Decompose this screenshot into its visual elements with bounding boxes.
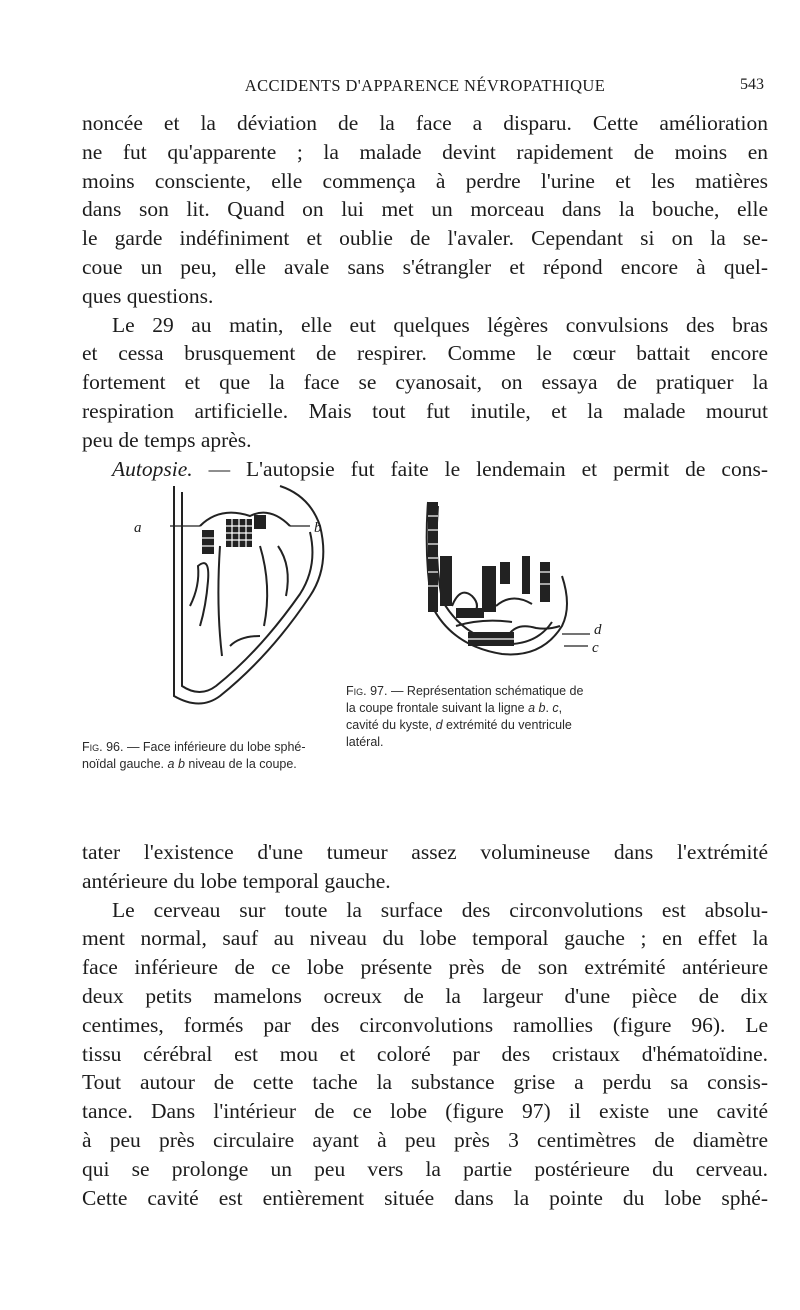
text-line: tissu cérébral est mou et coloré par des cristaux d'hématoïdine. (82, 1041, 768, 1066)
page-number: 543 (740, 76, 764, 93)
text-line: et cessa brusquement de respirer. Comme le cœur battait encore (82, 341, 768, 366)
figure-96-label-a: a (134, 520, 142, 536)
text-line: ment normal, sauf au niveau du lobe temporal gauche ; en effet la (82, 926, 768, 951)
autopsie-line (82, 455, 768, 484)
text-line: dans son lit. Quand on lui met un morceau dans la bouche, elle (82, 197, 768, 222)
text-line: deux petits mamelons ocreux de la largeur d'une pièce de dix (82, 983, 768, 1008)
body-text-top (82, 109, 768, 483)
text-line: le garde indéfiniment et oublie de l'avaler. Cependant si on la se- (82, 226, 768, 251)
figure-96 (134, 486, 340, 731)
caption-letter: b (538, 701, 546, 715)
figure-97 (412, 496, 682, 656)
caption-letter: a (528, 701, 536, 715)
caption-letter: c (552, 701, 559, 715)
text-line: ne fut qu'apparente ; la malade devint rapidement de moins en (82, 139, 768, 164)
caption-letter: d (435, 718, 443, 732)
text-line: Le 29 au matin, elle eut quelques légères convulsions des bras (112, 312, 768, 337)
running-header (82, 74, 768, 98)
caption-letter: b (177, 757, 185, 771)
caption-text: — Face inférieure du lobe sphé- (123, 740, 306, 754)
text-line: à peu près circulaire ayant à peu près 3 centimètres de diamètre (82, 1127, 768, 1152)
figure-97-caption (346, 683, 676, 751)
text-line: tance. Dans l'intérieur de ce lobe (figure 97) il existe une cavité (82, 1099, 768, 1124)
text-line: Cette cavité est entièrement située dans la pointe du lobe sphé- (82, 1185, 768, 1210)
caption-text: extrémité du ventricule (442, 718, 572, 732)
figure-97-label-c: c (592, 640, 599, 656)
figure-96-drawing (160, 486, 340, 731)
text-line: centimes, formés par des circonvolutions ramollies (figure 96). Le (82, 1012, 768, 1037)
figure-97-drawing (412, 496, 682, 656)
text-line: noncée et la déviation de la face a disparu. Cette amélioration (82, 111, 768, 135)
text-line: moins consciente, elle commença à perdre l'urine et les matières (82, 168, 768, 193)
caption-text: cavité du kyste, (346, 718, 436, 732)
text-line: tater l'existence d'une tumeur assez volumineuse dans l'extrémité (82, 840, 768, 864)
text-line: antérieure du lobe temporal gauche. (82, 868, 391, 893)
caption-text: niveau de la coupe. (184, 757, 297, 771)
caption-text: — Représentation schématique de (387, 684, 584, 698)
text-line: fortement et que la face se cyanosait, on essaya de pratiquer la (82, 370, 768, 395)
autopsie-text: — L'autopsie fut faite le lendemain et permit de cons- (192, 456, 768, 481)
caption-text: . (545, 701, 553, 715)
caption-text: la coupe frontale suivant la ligne (346, 701, 529, 715)
text-line: Tout autour de cette tache la substance grise a perdu sa consis- (82, 1070, 768, 1095)
text-line: respiration artificielle. Mais tout fut inutile, et la malade mourut (82, 398, 768, 423)
figure-97-caption-label: Fig. 97. (346, 684, 388, 698)
figure-97-label-d: d (594, 622, 602, 638)
running-head-title: ACCIDENTS D'APPARENCE NÉVROPATHIQUE (244, 76, 606, 95)
caption-text: noïdal gauche. (82, 757, 168, 771)
figure-96-caption-label: Fig. 96. (82, 740, 124, 754)
caption-text: latéral. (346, 735, 384, 749)
body-text-bottom (82, 838, 768, 1212)
caption-letter: a (167, 757, 175, 771)
text-line: peu de temps après. (82, 427, 252, 452)
autopsie-heading: Autopsie. (112, 456, 193, 481)
text-line: coue un peu, elle avale sans s'étrangler et répond encore à quel- (82, 254, 768, 279)
caption-text: , (558, 701, 563, 715)
text-line: ques questions. (82, 283, 214, 308)
text-line: face inférieure de ce lobe présente près de son extrémité antérieure (82, 955, 768, 980)
figure-96-label-b: b (314, 520, 322, 536)
text-line: qui se prolonge un peu vers la partie postérieure du cerveau. (82, 1156, 768, 1181)
figure-96-caption (82, 739, 332, 773)
text-line: Le cerveau sur toute la surface des circonvolutions est absolu- (112, 897, 768, 922)
